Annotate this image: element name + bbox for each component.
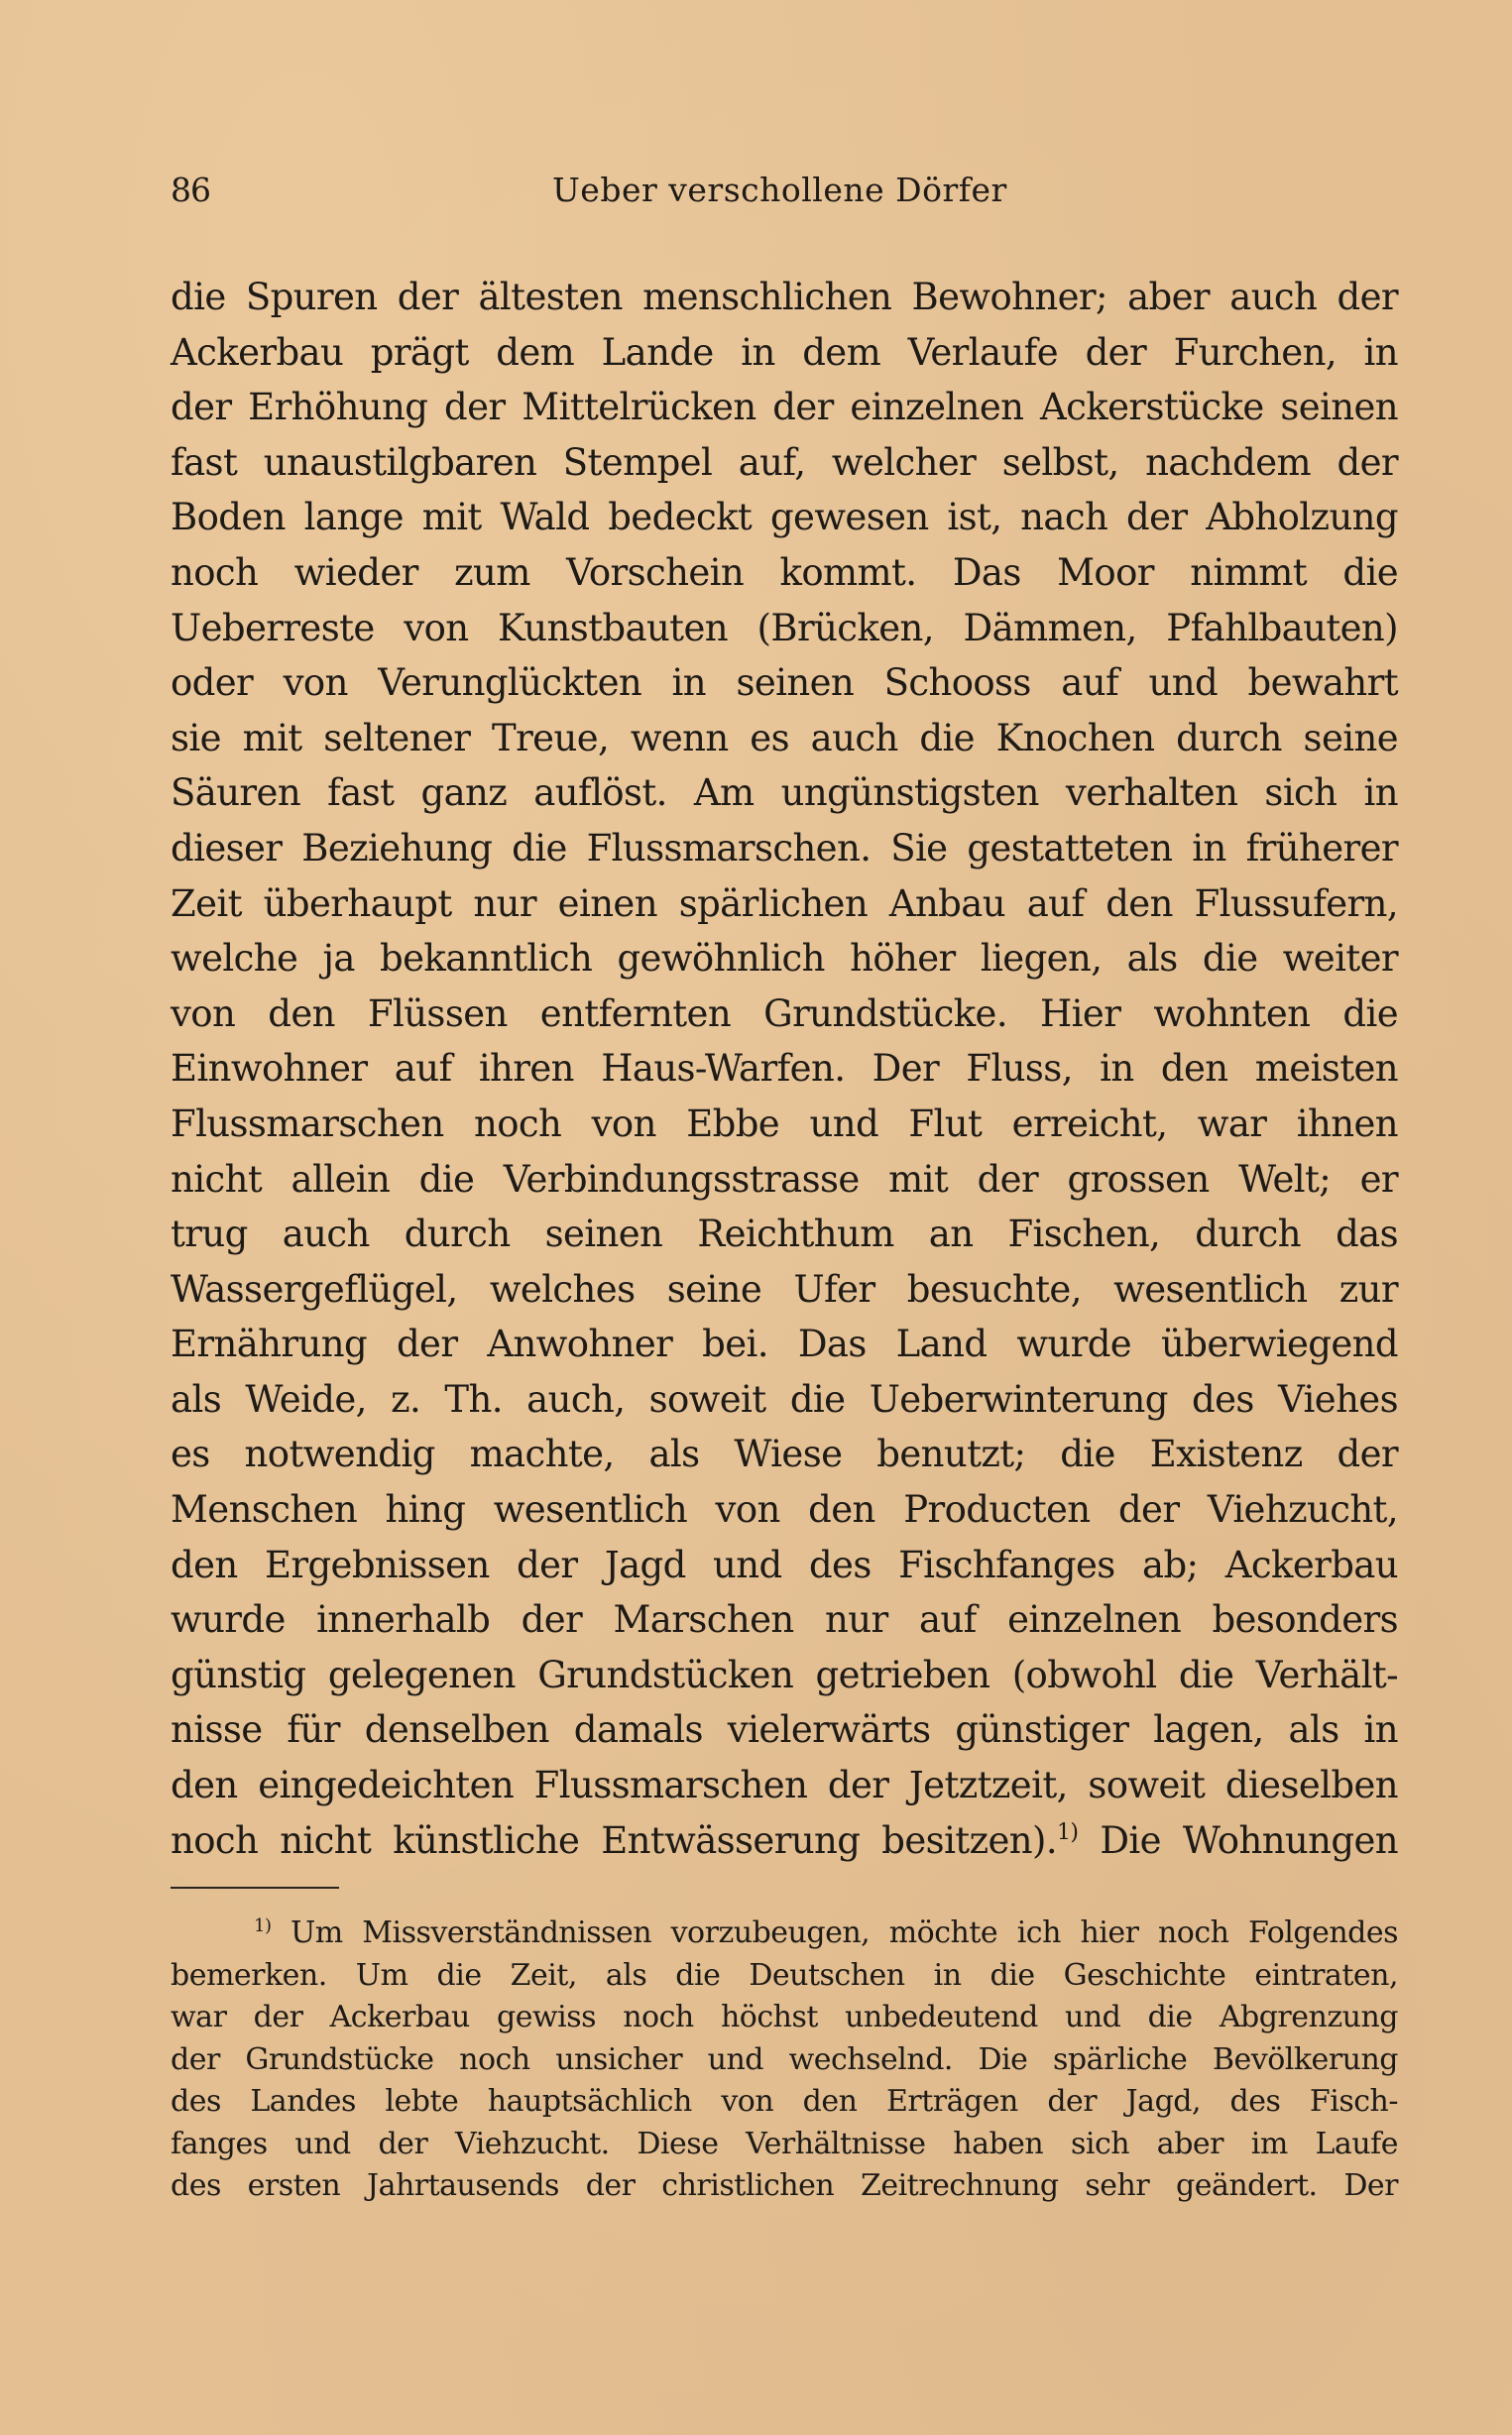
- text-line: von den Flüssen entfernten Grundstücke. Hier wohnten die: [171, 991, 1398, 1035]
- text-segment: noch nicht künstliche Entwässerung besitzen).: [171, 1818, 1057, 1862]
- running-title: Ueber verschollene Dörfer: [552, 171, 1007, 209]
- footnote-line: bemerken. Um die Zeit, als die Deutschen in die Geschichte eintraten,: [171, 1957, 1398, 1993]
- text-line: die Spuren der ältesten menschlichen Bewohner; aber auch der: [171, 276, 1398, 318]
- footnote-line: fanges und der Viehzucht. Diese Verhältnisse haben sich aber im Laufe: [171, 2126, 1398, 2161]
- text-line: den eingedeichten Flussmarschen der Jetztzeit, soweit dieselben: [171, 1764, 1398, 1807]
- text-line: wurde innerhalb der Marschen nur auf einzelnen besonders: [171, 1598, 1398, 1642]
- text-line: sie mit seltener Treue, wenn es auch die Knochen durch seine: [171, 716, 1398, 759]
- text-line: oder von Verunglückten in seinen Schooss auf und bewahrt: [171, 661, 1398, 705]
- text-line: welche ja bekanntlich gewöhnlich höher liegen, als die weiter: [171, 937, 1398, 981]
- text-line: nisse für denselben damals vielerwärts günstiger lagen, als in: [171, 1708, 1398, 1752]
- page-header: [171, 171, 1398, 220]
- footnote-marker: 1): [254, 1915, 272, 1936]
- footnote-line: des Landes lebte hauptsächlich von den Erträgen der Jagd, des Fisch-: [171, 2084, 1398, 2119]
- text-line-last: [171, 1813, 1398, 1869]
- text-line: Flussmarschen noch von Ebbe und Flut erreicht, war ihnen: [171, 1102, 1398, 1145]
- footnote-divider: [171, 1887, 339, 1889]
- text-line: Ueberreste von Kunstbauten (Brücken, Dämmen, Pfahlbauten): [171, 606, 1398, 649]
- text-line: dieser Beziehung die Flussmarschen. Sie gestatteten in früherer: [171, 826, 1398, 870]
- text-line: Menschen hing wesentlich von den Producten der Viehzucht,: [171, 1488, 1398, 1532]
- text-line: der Erhöhung der Mittelrücken der einzelnen Ackerstücke seinen: [171, 386, 1398, 429]
- text-line: Ackerbau prägt dem Lande in dem Verlaufe der Furchen, in: [171, 330, 1398, 374]
- text-line: fast unaustilgbaren Stempel auf, welcher selbst, nachdem der: [171, 440, 1398, 484]
- text-line: als Weide, z. Th. auch, soweit die Ueberwinterung des Viehes: [171, 1377, 1398, 1421]
- page-number: 86: [171, 171, 210, 209]
- text-segment: Die Wohnungen: [1078, 1818, 1398, 1862]
- text-line: noch wieder zum Vorschein kommt. Das Moor nimmt die: [171, 550, 1398, 594]
- text-line: Zeit überhaupt nur einen spärlichen Anbau auf den Flussufern,: [171, 881, 1398, 925]
- text-line: den Ergebnissen der Jagd und des Fischfanges ab; Ackerbau: [171, 1543, 1398, 1586]
- text-line: Säuren fast ganz auflöst. Am ungünstigsten verhalten sich in: [171, 771, 1398, 815]
- footnote-line: [171, 1913, 1398, 1955]
- text-line: nicht allein die Verbindungsstrasse mit der grossen Welt; er: [171, 1157, 1398, 1201]
- text-line: es notwendig machte, als Wiese benutzt; die Existenz der: [171, 1433, 1398, 1476]
- footnote-text: Um Missverständnissen vorzubeugen, möchte ich hier noch Folgendes: [271, 1915, 1398, 1950]
- footnotes: [171, 1913, 1398, 2208]
- text-line: günstig gelegenen Grundstücken getrieben (obwohl die Verhält-: [171, 1653, 1398, 1696]
- footnote-line: war der Ackerbau gewiss noch höchst unbedeutend und die Abgrenzung: [171, 2000, 1398, 2034]
- text-line: Wassergeflügel, welches seine Ufer besuchte, wesentlich zur: [171, 1267, 1398, 1311]
- body-text: [171, 270, 1398, 1868]
- text-line: Boden lange mit Wald bedeckt gewesen ist, nach der Abholzung: [171, 496, 1398, 539]
- text-line: Ernährung der Anwohner bei. Das Land wurde überwiegend: [171, 1323, 1398, 1366]
- footnote-line: der Grundstücke noch unsicher und wechselnd. Die spärliche Bevölkerung: [171, 2041, 1398, 2077]
- footnote-reference[interactable]: 1): [1057, 1819, 1079, 1845]
- text-line: trug auch durch seinen Reichthum an Fischen, durch das: [171, 1213, 1398, 1256]
- text-line: Einwohner auf ihren Haus-Warfen. Der Fluss, in den meisten: [171, 1047, 1398, 1091]
- footnote-line: des ersten Jahrtausends der christlichen Zeitrechnung sehr geändert. Der: [171, 2168, 1398, 2203]
